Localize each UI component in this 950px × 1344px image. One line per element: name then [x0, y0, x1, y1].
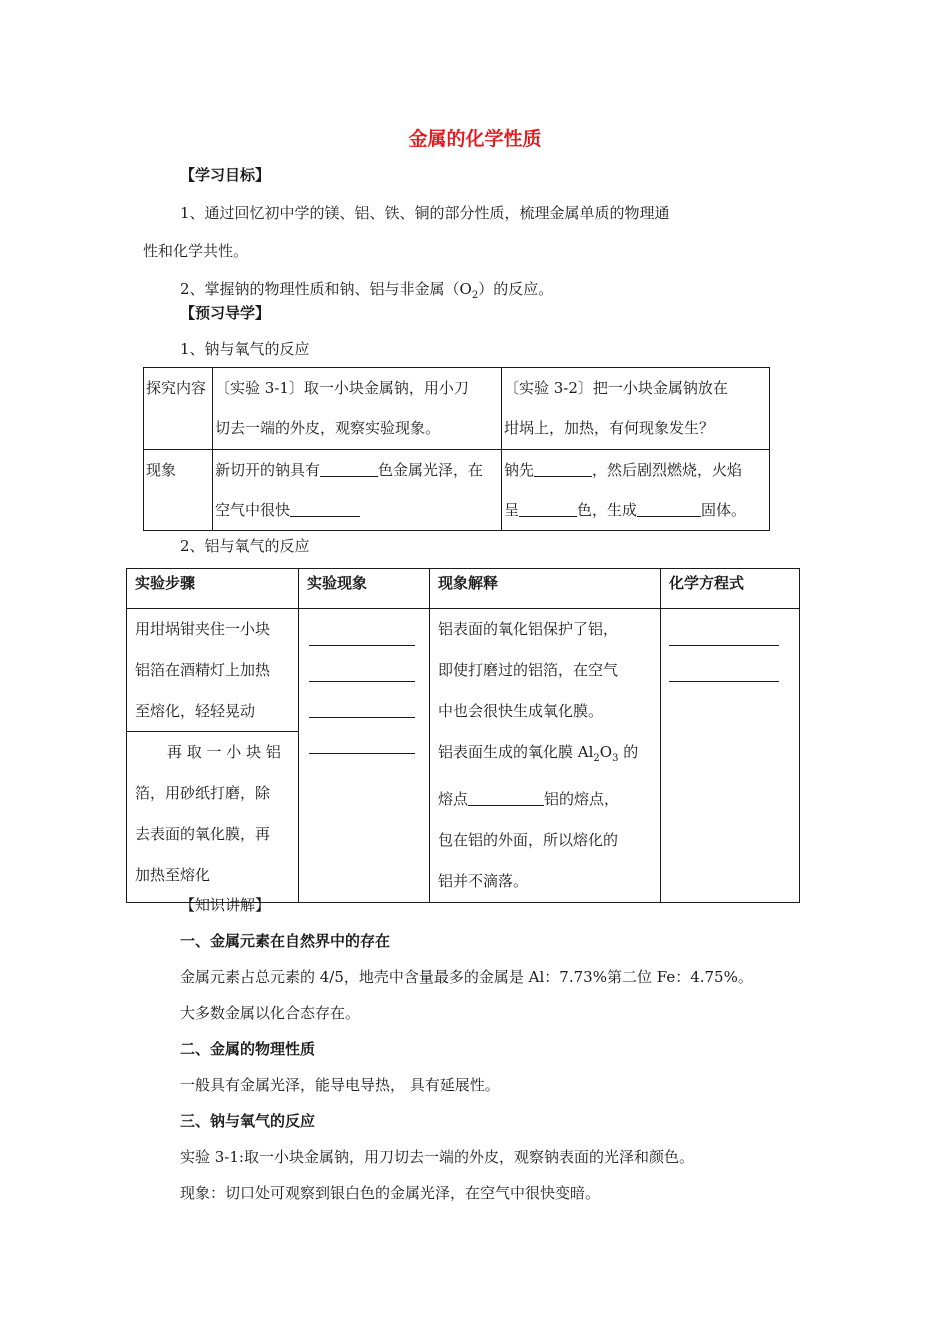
- objective-2-subscript: 2: [471, 290, 479, 301]
- sodium-oxygen-table: [143, 367, 770, 531]
- objective-1-line-2: 性和化学共性。: [143, 242, 249, 260]
- answer-blank: [534, 461, 592, 477]
- section-3-line-2: 现象：切口处可观察到银白色的金属光泽，在空气中很快变暗。: [180, 1184, 601, 1202]
- answer-line: [309, 717, 415, 718]
- answer-line: [309, 753, 415, 754]
- preview-heading: 【预习导学】: [180, 304, 271, 322]
- explain2-text: O: [599, 743, 613, 761]
- aluminum-oxygen-table: [126, 568, 800, 903]
- objective-1-line-1: 1、通过回忆初中学的镁、铝、铁、铜的部分性质，梳理金属单质的物理通: [180, 204, 670, 222]
- table2-explain2-line1: [438, 732, 652, 779]
- table2-step-2: [127, 732, 298, 896]
- table1-row2-label-cell: [144, 450, 213, 531]
- table1-obs2-e: 固体。: [701, 501, 747, 519]
- answer-blank: [320, 461, 378, 477]
- answer-blank: [290, 501, 360, 517]
- section-2-line-1: 一般具有金属光泽，能导电导热， 具有延展性。: [180, 1076, 500, 1094]
- section-1-title: 一、金属元素在自然界中的存在: [180, 932, 391, 950]
- answer-blank: [637, 501, 701, 517]
- table1-obs1-b: 色金属光泽，在: [378, 461, 484, 479]
- subscript: 3: [612, 753, 619, 764]
- table2-steps-cell: [127, 609, 299, 903]
- table2-header-observation: 实验现象: [299, 569, 430, 609]
- objective-2-text-end: ）的反应。: [478, 280, 554, 298]
- table2-explain2-line4: 铝并不滴落。: [438, 872, 529, 890]
- table1-row2-label: 现象: [146, 461, 177, 479]
- table1-obs1-a: 新切开的钠具有: [215, 461, 321, 479]
- table2-step-1: [127, 609, 298, 732]
- table1-obs2-a: 钠先: [504, 461, 535, 479]
- table1-row1-label-cell: [144, 368, 213, 450]
- table1-obs1-cell: [213, 450, 502, 531]
- table1-exp1-cell: [213, 368, 502, 450]
- section-1-line-2: 大多数金属以化合态存在。: [180, 1004, 361, 1022]
- table2-header-steps: 实验步骤: [127, 569, 299, 609]
- table2-step1-line3: 至熔化，轻轻晃动: [135, 702, 256, 720]
- table1-obs1-c: 空气中很快: [215, 501, 291, 519]
- explain2-text: 的: [618, 743, 639, 761]
- table1-exp2-line2: 坩埚上，加热，有何现象发生？: [504, 419, 715, 437]
- table1-exp1-line1: 〔实验 3-1〕取一小块金属钠，用小刀: [215, 379, 469, 397]
- answer-blank: [519, 501, 577, 517]
- table2-header-equation: 化学方程式: [661, 569, 800, 609]
- explain2-text: 熔点: [438, 790, 469, 808]
- table2-explain2-line3: 包在铝的外面，所以熔化的: [438, 831, 619, 849]
- answer-line: [669, 681, 779, 682]
- table2-explain1-line2: 即使打磨过的铝箔，在空气: [438, 661, 619, 679]
- table2-step2-line1: 再 取 一 小 块 铝: [167, 743, 281, 761]
- table1-obs2-b: ，然后剧烈燃烧，火焰: [592, 461, 743, 479]
- table2-explain1-line3: 中也会很快生成氧化膜。: [438, 702, 604, 720]
- table2-step1-line1: 用坩埚钳夹住一小块: [135, 620, 271, 638]
- answer-line: [309, 645, 415, 646]
- table2-explain2-line2: [438, 779, 652, 820]
- answer-line: [309, 681, 415, 682]
- table2-header-explanation: 现象解释: [430, 569, 661, 609]
- table2-equation-cell: [661, 609, 800, 903]
- table2-step2-line3: 去表面的氧化膜，再: [135, 825, 271, 843]
- table2-explain1-line1: 铝表面的氧化铝保护了铝，: [438, 620, 619, 638]
- table2-explanation-cell: [430, 609, 661, 903]
- table1-row1-label: 探究内容: [146, 379, 207, 397]
- table1-obs2-cell: [502, 450, 770, 531]
- table1-exp1-line2: 切去一端的外皮，观察实验现象。: [215, 419, 441, 437]
- table1-exp2-cell: [502, 368, 770, 450]
- section-1-line-1: 金属元素占总元素的 4/5，地壳中含量最多的金属是 Al：7.73%第二位 Fe：4.75%。: [180, 968, 753, 986]
- table2-step1-line2: 铝箔在酒精灯上加热: [135, 661, 271, 679]
- table1-exp2-line1: 〔实验 3-2〕把一小块金属钠放在: [504, 379, 728, 397]
- knowledge-heading: 【知识讲解】: [180, 896, 271, 914]
- table2-observation-cell: [299, 609, 430, 903]
- answer-blank: [468, 790, 544, 806]
- section-2-title: 二、金属的物理性质: [180, 1040, 316, 1058]
- objective-2-text: 2、掌握钠的物理性质和钠、铝与非金属（O: [180, 280, 472, 298]
- objectives-heading: 【学习目标】: [180, 166, 271, 184]
- table1-obs2-d: 色，生成: [577, 501, 638, 519]
- objective-2: [180, 278, 553, 301]
- explain2-text: 铝的熔点，: [544, 790, 620, 808]
- explain2-text: 铝表面生成的氧化膜 Al: [438, 743, 594, 761]
- page-title: 金属的化学性质: [408, 128, 542, 150]
- preview-sub-2: 2、铝与氧气的反应: [180, 537, 310, 555]
- preview-sub-1: 1、钠与氧气的反应: [180, 340, 310, 358]
- table2-step2-line4: 加热至熔化: [135, 866, 211, 884]
- section-3-title: 三、钠与氧气的反应: [180, 1112, 316, 1130]
- table1-obs2-c: 呈: [504, 501, 520, 519]
- table2-step2-line2: 箔，用砂纸打磨，除: [135, 784, 271, 802]
- section-3-line-1: 实验 3-1:取一小块金属钠，用刀切去一端的外皮，观察钠表面的光泽和颜色。: [180, 1148, 694, 1166]
- subscript: 2: [593, 753, 600, 764]
- answer-line: [669, 645, 779, 646]
